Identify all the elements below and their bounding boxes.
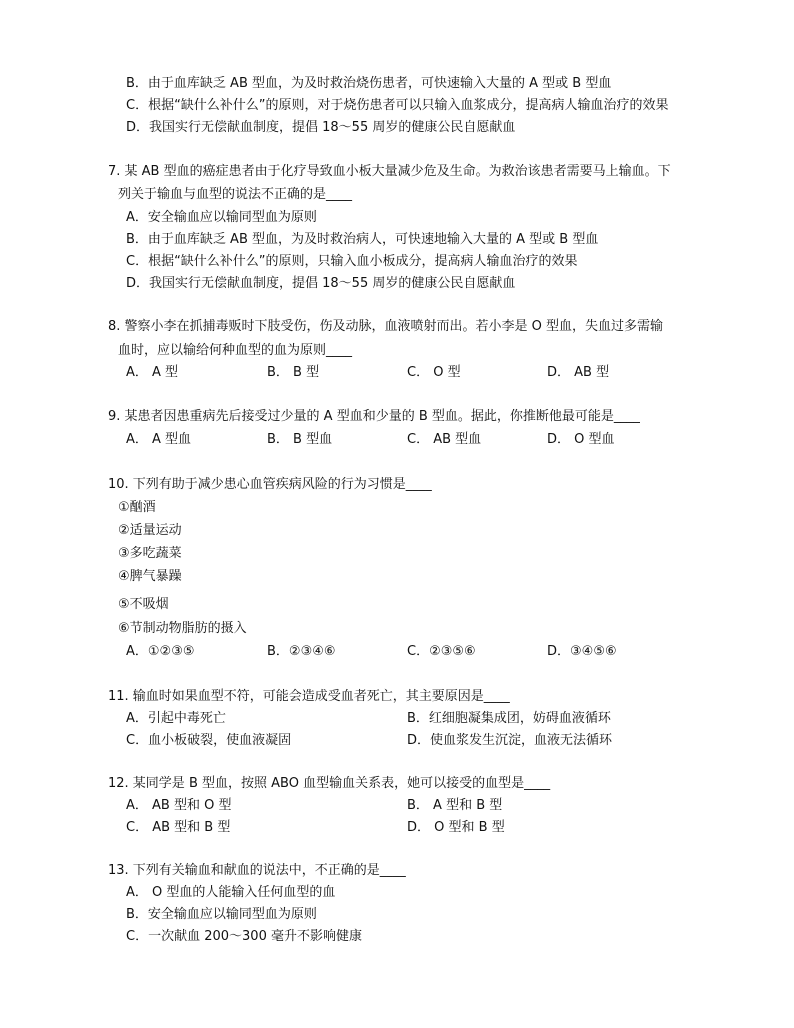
question-8-option-a: A． A 型	[126, 365, 179, 380]
question-12-option-a: A． AB 型和 O 型	[126, 798, 232, 813]
question-12-option-b: B． A 型和 B 型	[407, 798, 503, 813]
question-13-option-c: C．一次献血 200～300 毫升不影响健康	[126, 929, 362, 944]
question-7-option-c: C．根据“缺什么补什么”的原则，只输入血小板成分，提高病人输血治疗的效果	[126, 254, 578, 269]
question-10-option-b: B．②③④⑥	[267, 644, 336, 659]
question-9-stem: 9. 某患者因患重病先后接受过少量的 A 型血和少量的 B 型血。据此，你推断他最可能是____	[108, 409, 640, 424]
question-7-stem: 7. 某 AB 型血的癌症患者由于化疗导致血小板大量减少危及生命。为救治该患者需要马上输血。下	[108, 164, 671, 179]
question-11-option-c: C．血小板破裂，使血液凝固	[126, 733, 292, 748]
question-12-option-c: C． AB 型和 B 型	[126, 820, 231, 835]
question-7-option-d: D．我国实行无偿献血制度，提倡 18～55 周岁的健康公民自愿献血	[126, 276, 516, 291]
question-13-option-a: A． O 型血的人能输入任何血型的血	[126, 885, 336, 900]
question-10-item-2: ②适量运动	[118, 523, 182, 538]
question-8-option-b: B． B 型	[267, 365, 320, 380]
question-10-stem: 10. 下列有助于减少患心血管疾病风险的行为习惯是____	[108, 477, 432, 492]
question-7-option-b: B．由于血库缺乏 AB 型血，为及时救治病人，可快速地输入大量的 A 型或 B 型血	[126, 232, 599, 247]
question-9-option-a: A． A 型血	[126, 432, 192, 447]
question-10-item-5: ⑤不吸烟	[118, 597, 169, 612]
question-10-item-6: ⑥节制动物脂肪的摄入	[118, 621, 247, 636]
question-10-item-4: ④脾气暴躁	[118, 569, 182, 584]
question-10-option-d: D．③④⑤⑥	[547, 644, 617, 659]
question-11-option-b: B．红细胞凝集成团，妨碍血液循环	[407, 711, 611, 726]
question-13-option-b: B．安全输血应以输同型血为原则	[126, 907, 317, 922]
question-9-option-b: B． B 型血	[267, 432, 333, 447]
question-8-option-c: C． O 型	[407, 365, 461, 380]
option-c: C．根据“缺什么补什么”的原则，对于烧伤患者可以只输入血浆成分，提高病人输血治疗的效果	[126, 98, 669, 113]
question-8-option-d: D． AB 型	[547, 365, 610, 380]
question-12-option-d: D． O 型和 B 型	[407, 820, 505, 835]
question-13-stem: 13. 下列有关输血和献血的说法中，不正确的是____	[108, 863, 406, 878]
question-7-option-a: A．安全输血应以输同型血为原则	[126, 210, 317, 225]
question-10-option-c: C．②③⑤⑥	[407, 644, 476, 659]
option-d: D．我国实行无偿献血制度，提倡 18～55 周岁的健康公民自愿献血	[126, 120, 516, 135]
question-7-stem-continued: 列关于输血与血型的说法不正确的是____	[118, 187, 353, 202]
question-9-option-c: C． AB 型血	[407, 432, 482, 447]
option-b: B．由于血库缺乏 AB 型血，为及时救治烧伤患者，可快速输入大量的 A 型或 B 型血	[126, 76, 612, 91]
question-11-stem: 11. 输血时如果血型不符，可能会造成受血者死亡，其主要原因是____	[108, 689, 510, 704]
question-8-stem-continued: 血时，应以输给何种血型的血为原则____	[118, 343, 353, 358]
question-11-option-a: A．引起中毒死亡	[126, 711, 226, 726]
question-11-option-d: D．使血浆发生沉淀，血液无法循环	[407, 733, 613, 748]
question-10-item-1: ①酗酒	[118, 500, 156, 515]
question-12-stem: 12. 某同学是 B 型血，按照 ABO 血型输血关系表，她可以接受的血型是____	[108, 776, 551, 791]
question-8-stem: 8. 警察小李在抓捕毒贩时下肢受伤，伤及动脉，血液喷射而出。若小李是 O 型血，失血过多需输	[108, 319, 664, 334]
question-10-item-3: ③多吃蔬菜	[118, 546, 182, 561]
question-10-option-a: A．①②③⑤	[126, 644, 195, 659]
question-9-option-d: D． O 型血	[547, 432, 615, 447]
